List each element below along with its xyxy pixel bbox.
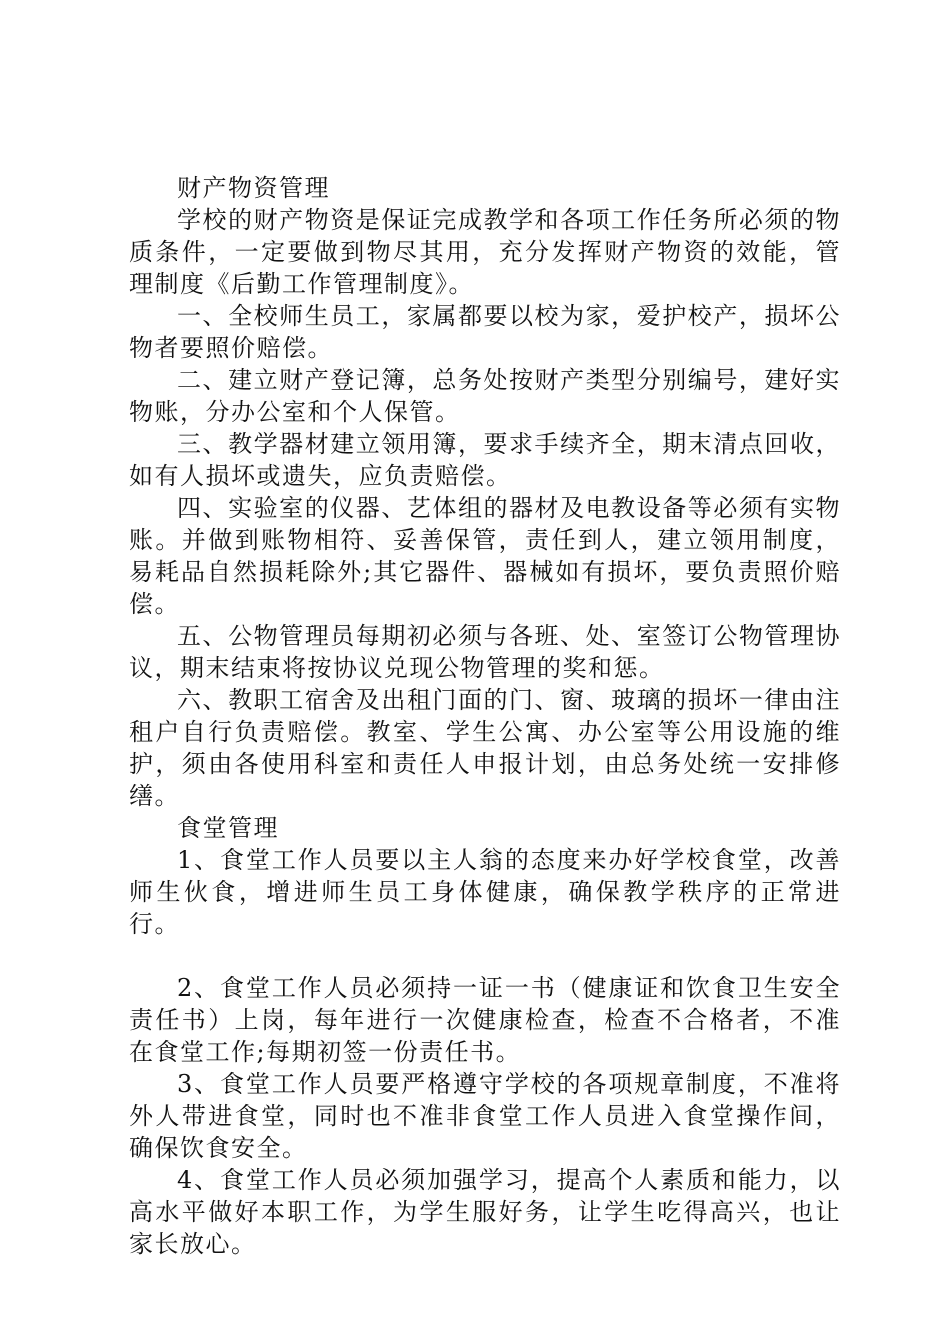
paragraph: 学校的财产物资是保证完成教学和各项工作任务所必须的物质条件，一定要做到物尽其用，充分发挥财产物资的效能，管理制度《后勤工作管理制度》。 — [129, 206, 841, 298]
paragraph: 五、公物管理员每期初必须与各班、处、室签订公物管理协议，期末结束将按协议兑现公物管理的奖和惩。 — [129, 622, 841, 682]
section-heading-canteen: 食堂管理 — [177, 814, 279, 842]
paragraph: 一、全校师生员工，家属都要以校为家，爱护校产，损坏公物者要照价赔偿。 — [129, 302, 841, 362]
paragraph: 2、食堂工作人员必须持一证一书（健康证和饮食卫生安全责任书）上岗，每年进行一次健康检查，检查不合格者，不准在食堂工作;每期初签一份责任书。 — [129, 974, 841, 1066]
paragraph: 3、食堂工作人员要严格遵守学校的各项规章制度，不准将外人带进食堂，同时也不准非食堂工作人员进入食堂操作间，确保饮食安全。 — [129, 1070, 841, 1162]
document-body — [129, 172, 841, 1260]
paragraph: 1、食堂工作人员要以主人翁的态度来办好学校食堂，改善师生伙食，增进师生员工身体健康，确保教学秩序的正常进行。 — [129, 846, 841, 938]
paragraph: 四、实验室的仪器、艺体组的器材及电教设备等必须有实物账。并做到账物相符、妥善保管，责任到人，建立领用制度，易耗品自然损耗除外;其它器件、器械如有损坏，要负责照价赔偿。 — [129, 494, 841, 618]
paragraph: 4、食堂工作人员必须加强学习，提高个人素质和能力，以高水平做好本职工作，为学生服好务，让学生吃得高兴，也让家长放心。 — [129, 1166, 841, 1258]
paragraph: 六、教职工宿舍及出租门面的门、窗、玻璃的损坏一律由注租户自行负责赔偿。教室、学生公寓、办公室等公用设施的维护，须由各使用科室和责任人申报计划，由总务处统一安排修缮。 — [129, 686, 841, 810]
paragraph: 三、教学器材建立领用簿，要求手续齐全，期末清点回收，如有人损坏或遗失，应负责赔偿。 — [129, 430, 841, 490]
section-heading-property: 财产物资管理 — [177, 174, 330, 202]
paragraph: 二、建立财产登记簿，总务处按财产类型分别编号，建好实物账，分办公室和个人保管。 — [129, 366, 841, 426]
